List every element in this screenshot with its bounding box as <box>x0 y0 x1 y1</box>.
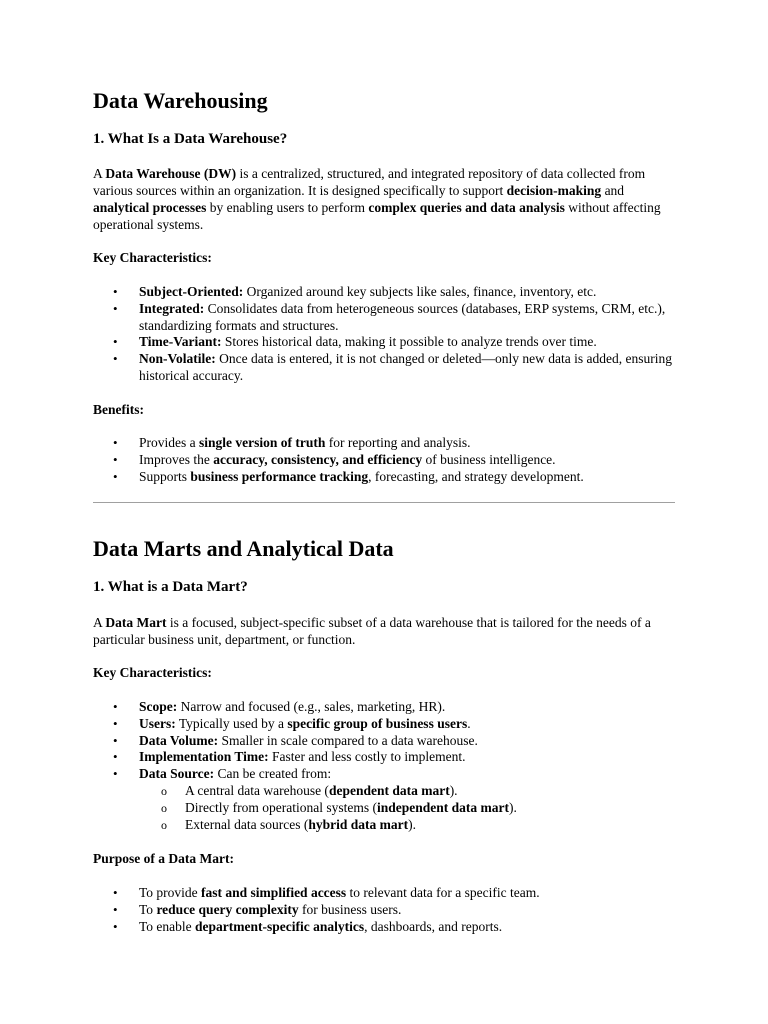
list-item: • Implementation Time: Faster and less costly to implement. <box>113 749 466 765</box>
bullet-icon: • <box>113 715 118 731</box>
circle-bullet-icon: o <box>161 817 167 832</box>
bullet-icon: • <box>113 334 118 350</box>
list-item: • Integrated: Consolidates data from heterogeneous sources (databases, ERP systems, CRM, etc.), standardizing formats and structures. <box>113 300 666 333</box>
heading-what-is-data-mart: 1. What is a Data Mart? <box>93 579 248 595</box>
list-item: • Supports business performance tracking, forecasting, and strategy development. <box>113 468 584 484</box>
list-item: • Improves the accuracy, consistency, and efficiency of business intelligence. <box>113 451 556 467</box>
dw-key-characteristics-heading: Key Characteristics: <box>93 250 212 265</box>
dm-purpose-heading: Purpose of a Data Mart: <box>93 851 234 866</box>
list-item: • To reduce query complexity for business users. <box>113 901 402 917</box>
list-item: • Time-Variant: Stores historical data, making it possible to analyze trends over time. <box>113 334 597 350</box>
list-item: • To provide fast and simplified access to relevant data for a specific team. <box>113 885 540 900</box>
list-item: o Directly from operational systems (independent data mart). <box>161 799 517 815</box>
list-item: • Subject-Oriented: Organized around key subjects like sales, finance, inventory, etc. <box>113 284 597 299</box>
bullet-icon: • <box>113 749 118 765</box>
bullet-icon: • <box>113 435 118 450</box>
section-title-data-warehousing: Data Warehousing <box>93 88 268 113</box>
bullet-icon: • <box>113 766 118 782</box>
bullet-icon: • <box>113 699 118 714</box>
list-item: • Non-Volatile: Once data is entered, it is not changed or deleted—only new data is added, ensuring historical accuracy. <box>113 351 672 383</box>
bullet-icon: • <box>113 468 118 484</box>
dw-benefits-heading: Benefits: <box>93 402 144 417</box>
list-item: • Provides a single version of truth for reporting and analysis. <box>113 435 471 450</box>
dm-characteristics-list <box>93 699 678 783</box>
data-mart-intro-paragraph: A Data Mart is a focused, subject-specific subset of a data warehouse that is tailored for the needs of a particular business unit, department, or function. <box>93 615 651 647</box>
dw-intro-paragraph: A Data Warehouse (DW) is a centralized, structured, and integrated repository of data collected from various sources within an organization. It is designed specifically to support decision-making and analytical processes by enabling users to perform complex queries and data analysis without affecting operational systems. <box>93 166 661 232</box>
circle-bullet-icon: o <box>161 784 167 798</box>
dm-purpose-list <box>93 885 678 935</box>
dm-key-characteristics-heading: Key Characteristics: <box>93 665 212 680</box>
bullet-icon: • <box>113 885 118 900</box>
bullet-icon: • <box>113 732 118 748</box>
bullet-icon: • <box>113 901 118 917</box>
bullet-icon: • <box>113 284 118 299</box>
dw-benefits-list <box>93 435 678 485</box>
dm-sources-sublist <box>93 783 678 833</box>
list-item: • Users: Typically used by a specific group of business users. <box>113 715 471 731</box>
circle-bullet-icon: o <box>161 800 167 815</box>
bullet-icon: • <box>113 451 118 467</box>
bullet-icon: • <box>113 351 118 367</box>
list-item: • Data Volume: Smaller in scale compared to a data warehouse. <box>113 732 478 748</box>
bullet-icon: • <box>113 918 118 934</box>
horizontal-divider <box>93 502 675 503</box>
list-item: • Data Source: Can be created from: <box>113 766 332 782</box>
list-item: • Scope: Narrow and focused (e.g., sales, marketing, HR). <box>113 699 446 714</box>
bullet-icon: • <box>113 300 118 316</box>
list-item: o External data sources (hybrid data mart). <box>161 816 416 832</box>
list-item: • To enable department-specific analytics, dashboards, and reports. <box>113 918 503 934</box>
heading-what-is-dw: 1. What Is a Data Warehouse? <box>93 131 288 147</box>
dw-characteristics-list <box>93 284 678 385</box>
section-title-data-marts: Data Marts and Analytical Data <box>93 536 394 561</box>
list-item: o A central data warehouse (dependent data mart). <box>161 783 458 798</box>
